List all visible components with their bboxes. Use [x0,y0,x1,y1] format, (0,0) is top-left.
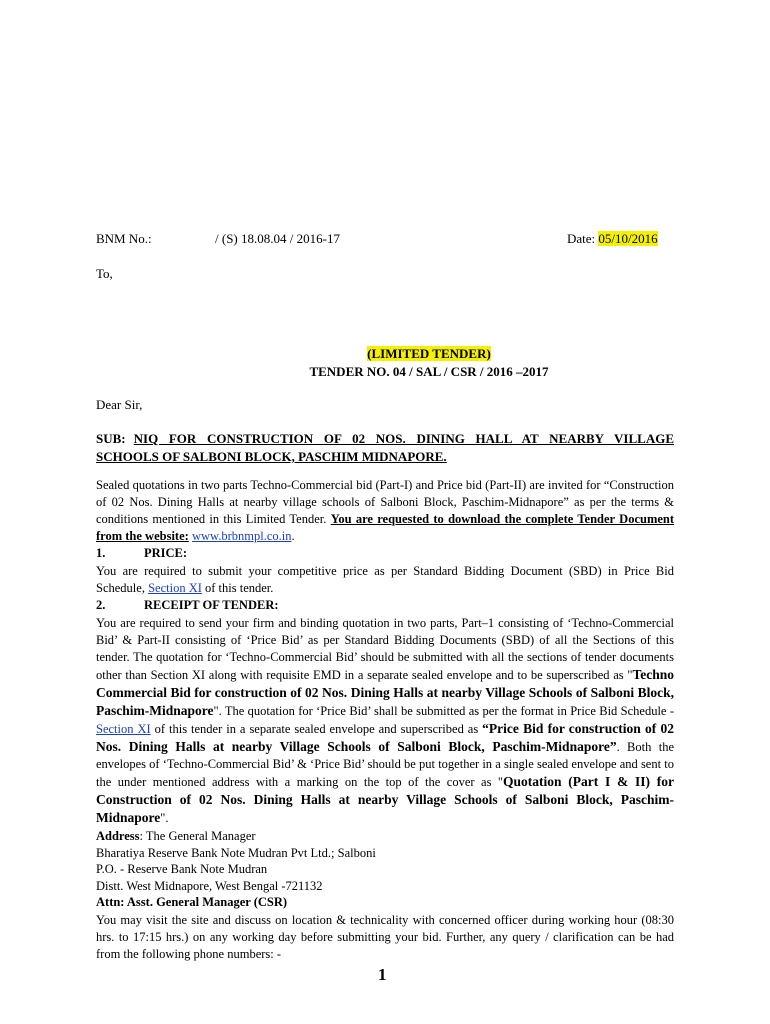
address-line-1 [96,828,376,845]
to-line: To, [96,266,113,281]
section-1-title: PRICE: [144,546,188,560]
section-2-text-4: . Both the envelopes of ‘Techno-Commercial Bid’ & ‘Price Bid’ should be put together in a single sealed envelope and sent to the under mentioned address with a marking on the top of the cover as " [96,740,674,789]
address-manager: : The General Manager [139,829,256,843]
address-block [96,828,376,911]
section-1-number: 1. [96,546,106,560]
bnm-label: BNM No.: [96,231,152,246]
salutation: Dear Sir, [96,397,143,412]
section-1-text-b: of this tender. [205,581,274,595]
subject-title-2: SCHOOLS OF SALBONI BLOCK, PASCHIM MIDNAPORE. [96,449,447,464]
section-1-link[interactable]: Section XI [148,581,202,595]
address-line-4: Distt. West Midnapore, West Bengal -721132 [96,878,323,893]
section-2-body [96,615,674,827]
section-1-heading [96,546,187,561]
date-value: 05/10/2016 [598,231,658,246]
website-link[interactable]: www.brbnmpl.co.in [191,529,292,543]
address-label: Address [96,829,140,843]
section-1-body [96,563,674,597]
visit-paragraph: You may visit the site and discuss on location & technicality with concerned officer during working hour (08:30 hrs. to 17:15 hrs.) on any working day before submitting your bid. Further, any query / clarification can be had from the following phone numbers: - [96,913,674,961]
section-1-text-a: You are required to submit your competitive price as per Standard Bidding Document (SBD) in Price Bid Schedule, [96,564,674,595]
section-2-link[interactable]: Section XI [96,722,151,736]
date-line [567,231,658,247]
intro-paragraph [96,477,674,545]
page-number: 1 [378,965,387,984]
subject-title-1: NIQ FOR CONSTRUCTION OF 02 NOS. DINING HALL AT NEARBY VILLAGE [133,431,674,446]
intro-text: Sealed quotations in two parts Techno-Commercial bid (Part-I) and Price bid (Part-II) are invited for “Construction of 02 Nos. Dining Halls at nearby village schools of Salboni Block, Paschim-Midnapore” as per the terms & conditions mentioned in this Limited Tender. [96,478,674,526]
subject-line-1 [96,430,674,448]
section-2-bold-2: “Price Bid for construction of 02 Nos. Dining Halls at nearby Village Schools of Salboni Block, Paschim-Midnapore” [96,721,674,754]
section-2-text-1: You are required to send your firm and binding quotation in two parts, Part–1 consisting of ‘Techno-Commercial Bid’ & Part-II consisting of ‘Price Bid’ as per Standard Bidding Documents (SBD) of all the Sections of this tender. The quotation for ‘Techno-Commercial Bid’ should be submitted with all the sections of tender documents other than Section XI along with requisite EMD in a separate sealed envelope and to be superscribed as " [96,616,674,682]
section-2-number: 2. [96,598,106,612]
reference-number: / (S) 18.08.04 / 2016-17 [215,231,340,246]
section-2-bold-3: Quotation (Part I & II) for Construction of 02 Nos. Dining Halls at nearby Village Schools of Salboni Block, Paschim-Midnapore [96,774,674,825]
date-label: Date: [567,231,596,246]
subject [96,430,674,466]
tender-type-text: (LIMITED TENDER) [367,346,491,361]
intro-download-note: You are requested to download the complete Tender Document from the website: [96,512,675,543]
intro-end: . [291,529,295,543]
section-2-title: RECEIPT OF TENDER: [144,598,279,612]
tender-number: TENDER NO. 04 / SAL / CSR / 2016 –2017 [309,364,549,379]
address-attn: Attn: Asst. General Manager (CSR) [96,895,288,909]
section-2-text-5: ". [160,811,169,825]
section-2-text-2: ". The quotation for ‘Price Bid’ shall be submitted as per the format in Price Bid Schedule - [213,704,674,718]
subject-prefix: SUB: [96,431,126,446]
tender-type [0,346,770,362]
section-2-heading [96,598,279,613]
section-2-bold-1: Techno Commercial Bid for construction of 02 Nos. Dining Halls at nearby Village Schools of Salboni Block, Paschim-Midnapore [96,667,674,718]
address-line-2: Bharatiya Reserve Bank Note Mudran Pvt Ltd.; Salboni [96,845,376,860]
section-2-text-3: of this tender in a separate sealed envelope and superscribed as [154,722,479,736]
address-line-3: P.O. - Reserve Bank Note Mudran [96,862,268,876]
